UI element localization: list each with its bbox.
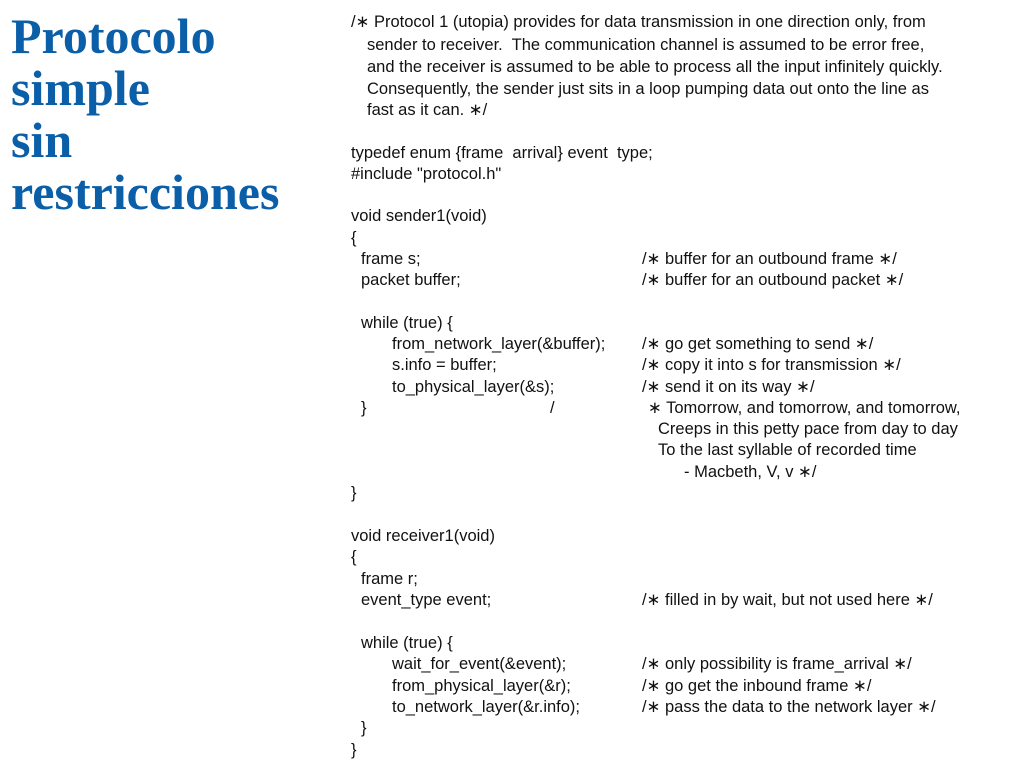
code-line: } bbox=[361, 719, 367, 737]
code-line: } bbox=[351, 741, 357, 759]
code-line: /∗ Protocol 1 (utopia) provides for data transmission in one direction only, from bbox=[351, 13, 926, 31]
code-line: /∗ copy it into s for transmission ∗/ bbox=[642, 356, 901, 374]
code-line: /∗ send it on its way ∗/ bbox=[642, 378, 815, 396]
code-line: frame r; bbox=[361, 570, 418, 588]
code-line: fast as it can. ∗/ bbox=[367, 101, 488, 119]
code-line: void sender1(void) bbox=[351, 207, 487, 225]
code-line: - Macbeth, V, v ∗/ bbox=[684, 463, 817, 481]
code-line: Consequently, the sender just sits in a loop pumping data out onto the line as bbox=[367, 80, 929, 98]
code-line: while (true) { bbox=[361, 634, 453, 652]
code-line: while (true) { bbox=[361, 314, 453, 332]
code-line: Creeps in this petty pace from day to day bbox=[658, 420, 958, 438]
code-line: from_physical_layer(&r); bbox=[392, 677, 571, 695]
code-line: sender to receiver. The communication channel is assumed to be error free, bbox=[367, 36, 925, 54]
title-line: sin bbox=[11, 112, 73, 168]
code-line: wait_for_event(&event); bbox=[392, 655, 567, 673]
code-line: { bbox=[351, 229, 357, 247]
code-line: s.info = buffer; bbox=[392, 356, 497, 374]
title-line: Protocolo bbox=[11, 8, 216, 64]
code-line: } bbox=[351, 484, 357, 502]
code-line: /∗ go get something to send ∗/ bbox=[642, 335, 874, 353]
title-line: restricciones bbox=[11, 164, 280, 220]
code-line: #include "protocol.h" bbox=[351, 165, 502, 183]
code-line: typedef enum {frame arrival} event type; bbox=[351, 144, 653, 162]
code-line: event_type event; bbox=[361, 591, 492, 609]
code-line: ∗ Tomorrow, and tomorrow, and tomorrow, bbox=[648, 399, 961, 417]
code-line: /∗ buffer for an outbound frame ∗/ bbox=[642, 250, 897, 268]
code-line: } bbox=[361, 399, 367, 417]
code-line: /∗ filled in by wait, but not used here ∗/ bbox=[642, 591, 933, 609]
code-line: void receiver1(void) bbox=[351, 527, 495, 545]
code-line: /∗ only possibility is frame_arrival ∗/ bbox=[642, 655, 912, 673]
code-line: / bbox=[550, 399, 555, 417]
code-line: frame s; bbox=[361, 250, 421, 268]
code-line: packet buffer; bbox=[361, 271, 461, 289]
code-line: To the last syllable of recorded time bbox=[658, 441, 917, 459]
code-line: { bbox=[351, 548, 357, 566]
title-line: simple bbox=[11, 60, 150, 116]
code-line: to_network_layer(&r.info); bbox=[392, 698, 581, 716]
code-line: /∗ pass the data to the network layer ∗/ bbox=[642, 698, 936, 716]
code-line: /∗ go get the inbound frame ∗/ bbox=[642, 677, 872, 695]
code-line: to_physical_layer(&s); bbox=[392, 378, 555, 396]
code-line: and the receiver is assumed to be able to process all the input infinitely quickly. bbox=[367, 58, 943, 76]
code-line: from_network_layer(&buffer); bbox=[392, 335, 606, 353]
code-line: /∗ buffer for an outbound packet ∗/ bbox=[642, 271, 904, 289]
